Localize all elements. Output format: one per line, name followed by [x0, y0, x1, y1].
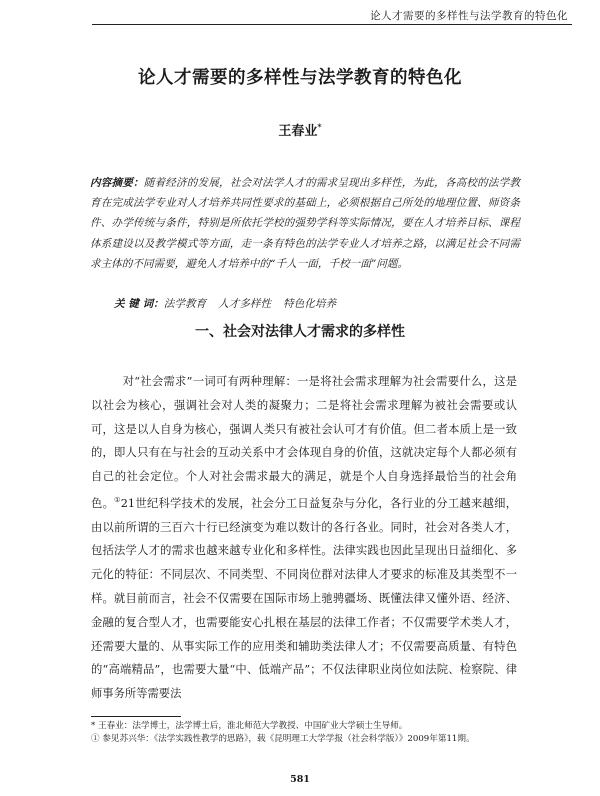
author-line — [0, 120, 600, 139]
page-number: 581 — [290, 774, 310, 785]
keyword-item: 人才多样性 — [218, 298, 272, 310]
keyword-item: 特色化培养 — [283, 298, 337, 310]
article-title: 论人才需要的多样性与法学教育的特色化 — [138, 68, 462, 88]
body-paragraph — [91, 370, 517, 706]
keywords — [114, 296, 336, 311]
abstract — [90, 173, 520, 274]
footnote: ① 参见苏兴华：《法学实践性教学的思路》，载《昆明理工大学学报（社会科学版）》2009年第11期。 — [91, 734, 475, 744]
footnote-ref: ① — [114, 495, 121, 504]
author-name: 王春业 — [278, 124, 318, 139]
paragraph-text: 对“社会需求”一词可有两种理解：一是将社会需求理解为社会需要什么，这是以社会为核心，强调社会对人类的凝聚力；二是将社会需求理解为被社会需要或认可，这是以人自身为核心，强调人类只有被社会认可才有价值。但二者本质上是一致的，即人只有在与社会的互动关系中才会体现自身的价值，这就决定每个人都必须有自己的社会定位。个人对社会需求最大的满足，就是个人自身选择最恰当的社会角色。 — [91, 375, 517, 510]
footnote: * 王春业：法学博士，法学博士后，淮北师范大学教授、中国矿业大学硕士生导师。 — [91, 721, 408, 731]
header-rule — [92, 24, 572, 25]
abstract-text: 随着经济的发展，社会对法学人才的需求呈现出多样性，为此，各高校的法学教育在完成法学专业对人才培养共同性要求的基础上，必须根据自己所处的地理位置、师资条件、办学传统与条件，特别是所依托学校的强势学科等实际情况，要在人才培养目标、课程体系建设以及教学模式等方面，走一条有特色的法学专业人才培养之路，以满足社会不同需求主体的不同需要，避免人才培养中的“千人一面，千校一面”问题。 — [90, 177, 521, 270]
footnotes — [91, 720, 517, 746]
section-heading: 一、社会对法律人才需求的多样性 — [195, 324, 405, 340]
footnote-rule — [91, 716, 181, 717]
abstract-label: 内容摘要： — [90, 177, 144, 189]
keyword-item: 法学教育 — [163, 298, 207, 310]
paragraph-text: 21世纪科学技术的发展，社会分工日益复杂与分化，各行业的分工越来越细，由以前所谓的三百六十行已经演变为难以数计的各行各业。同时，社会对各类人才，包括法学人才的需求也越来越专业化和多样性。法律实践也因此呈现出日益细化、多元化的特征：不同层次、不同类型、不同岗位群对法律人才要求的标准及其类型不一样。就目前而言，社会不仅需要在国际市场上驰骋疆场、既懂法律又懂外语、经济、金融的复合型人才，也需要能安心扎根在基层的法律工作者；不仅需要学术类人才，还需要大量的、从事实际工作的应用类和辅助类法律人才；不仅需要高质量、有特色的“高端精品”，也需要大量“中、低端产品”；不仅法律职业岗位如法院、检察院、律师事务所等需要法 — [91, 496, 517, 701]
keywords-label: 关 键 词： — [114, 298, 164, 310]
author-footnote-marker: * — [317, 121, 322, 132]
body-text — [91, 370, 517, 706]
running-head: 论人才需要的多样性与法学教育的特色化 — [370, 10, 568, 22]
